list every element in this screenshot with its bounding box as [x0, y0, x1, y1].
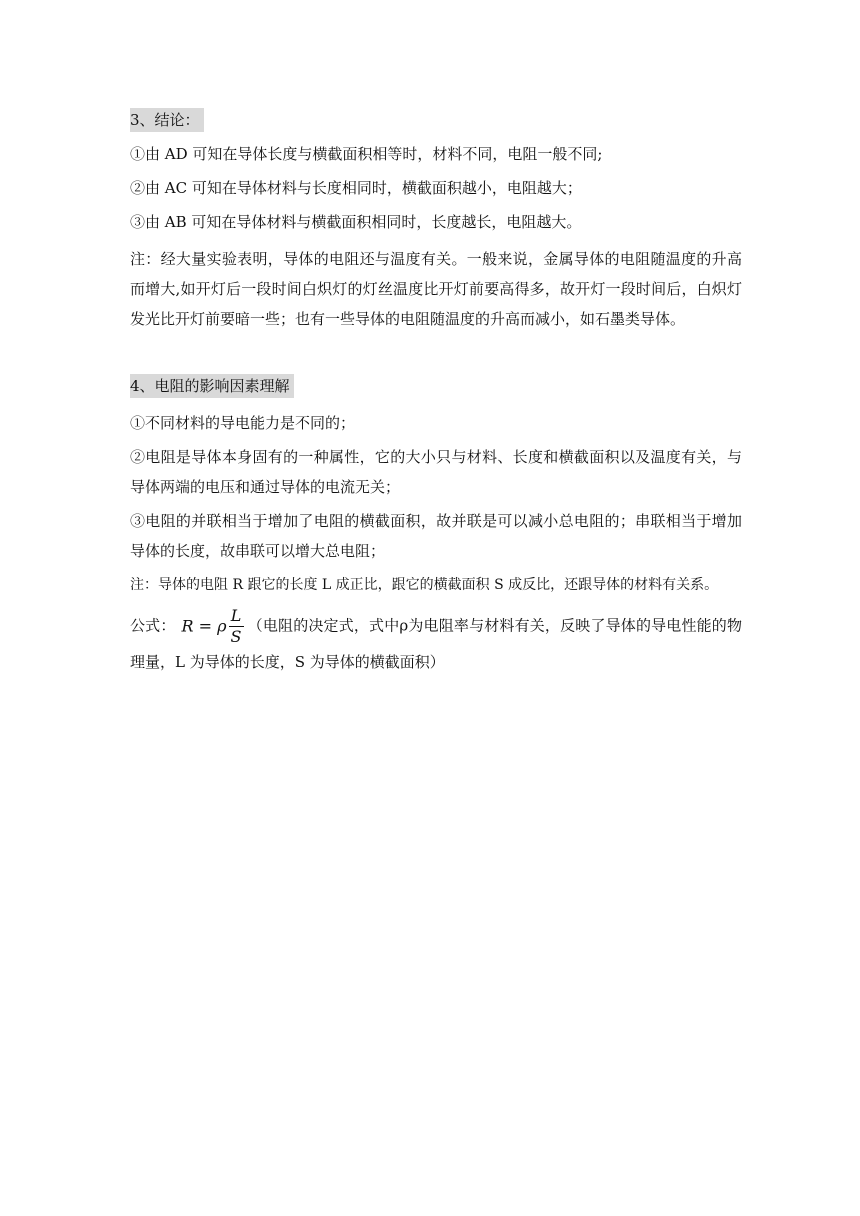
resistance-formula	[182, 606, 244, 647]
formula-numerator: L	[229, 606, 244, 627]
section-3	[130, 108, 742, 334]
section-4-heading: 4、电阻的影响因素理解	[130, 374, 294, 398]
document-content	[130, 108, 742, 677]
factor-item-3: ③电阻的并联相当于增加了电阻的横截面积，故并联是可以减小总电阻的；串联相当于增加导体的长度，故串联可以增大总电阻；	[130, 512, 742, 560]
section-3-heading: 3、结论：	[130, 108, 204, 132]
factor-item-2: ②电阻是导体本身固有的一种属性，它的大小只与材料、长度和横截面积以及温度有关，与导体两端的电压和通过导体的电流无关；	[130, 448, 742, 496]
conclusion-item-1: ①由 AD 可知在导体长度与横截面积相等时，材料不同，电阻一般不同;	[130, 145, 603, 163]
formula-paragraph	[130, 606, 742, 677]
section-4	[130, 374, 742, 677]
formula-fraction	[229, 606, 244, 647]
section-3-note: 注：经大量实验表明，导体的电阻还与温度有关。一般来说，金属导体的电阻随温度的升高而增大,如开灯后一段时间白炽灯的灯丝温度比开灯前要高得多，故开灯一段时间后，白炽灯发光比开灯前要暗一些；也有一些导体的电阻随温度的升高而减小，如石墨类导体。	[130, 250, 742, 328]
section-4-note: 注：导体的电阻 R 跟它的长度 L 成正比，跟它的横截面积 S 成反比，还跟导体的材料有关系。	[130, 577, 719, 593]
formula-explanation: （电阻的决定式，式中ρ为电阻率与材料有关，反映了导体的导电性能的物理量，L 为导体的长度，S 为导体的横截面积）	[130, 616, 742, 671]
conclusion-item-2: ②由 AC 可知在导体材料与长度相同时，横截面积越小，电阻越大；	[130, 179, 582, 197]
formula-lhs: R = ρ	[181, 616, 227, 636]
conclusion-item-3: ③由 AB 可知在导体材料与横截面积相同时，长度越长，电阻越大。	[130, 213, 582, 231]
factor-item-1: ①不同材料的导电能力是不同的；	[130, 414, 356, 432]
formula-denominator: S	[230, 627, 242, 646]
formula-prefix: 公式：	[130, 616, 176, 635]
